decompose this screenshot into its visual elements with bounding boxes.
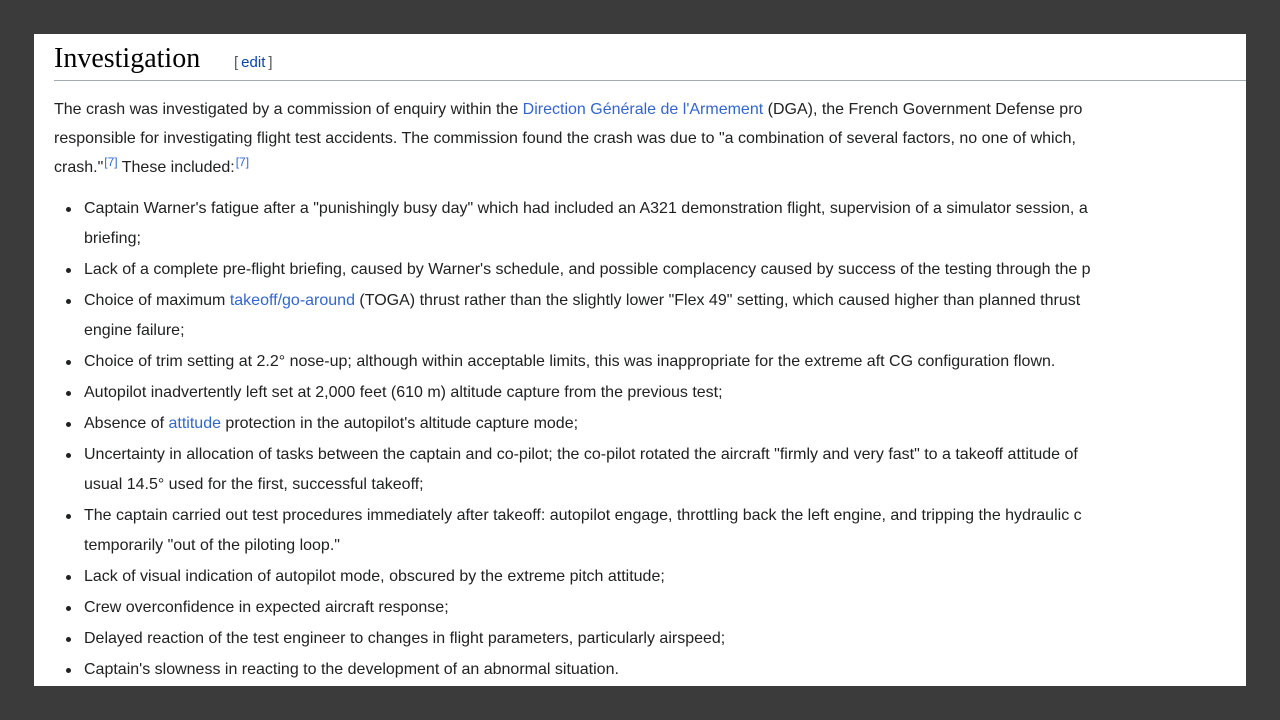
list-item	[84, 286, 1246, 346]
list-item	[84, 593, 1246, 623]
bullet-icon	[66, 391, 71, 396]
list-item	[84, 501, 1246, 561]
list-item	[84, 255, 1246, 285]
bullet-icon	[66, 637, 71, 642]
list-item	[84, 378, 1246, 408]
toga-link[interactable]: takeoff/go-around	[229, 292, 355, 309]
list-item	[84, 655, 1246, 685]
attitude-link[interactable]: attitude	[168, 415, 221, 432]
list-item	[84, 409, 1246, 439]
item-text: Uncertainty in allocation of tasks between the captain and co-pilot; the co-pilot rotated the aircraft "firmly and very fast" to a takeoff attitude of	[84, 446, 1078, 463]
bullet-icon	[66, 422, 71, 427]
bullet-icon	[66, 575, 71, 580]
item-text: protection in the autopilot's altitude capture mode;	[220, 415, 579, 432]
section-heading	[54, 42, 1246, 81]
intro-text: (DGA), the French Government Defense pro	[763, 101, 1083, 118]
item-text: Crew overconfidence in expected aircraft response;	[84, 599, 449, 616]
item-text: Lack of a complete pre-flight briefing, caused by Warner's schedule, and possible complacency caused by success of the testing through the p	[84, 261, 1091, 278]
list-item	[84, 347, 1246, 377]
bullet-icon	[66, 514, 71, 519]
item-text: briefing;	[84, 230, 141, 247]
article-frame	[34, 34, 1246, 686]
edit-section	[234, 53, 273, 73]
citation-ref[interactable]: [7]	[235, 154, 250, 169]
item-text: Choice of maximum	[84, 292, 230, 309]
factors-list	[54, 194, 1246, 685]
item-text: Delayed reaction of the test engineer to changes in flight parameters, particularly airspeed;	[84, 630, 726, 647]
article-content	[54, 42, 1246, 686]
citation-ref[interactable]: [7]	[104, 154, 118, 169]
bullet-icon	[66, 268, 71, 273]
item-text: temporarily "out of the piloting loop."	[84, 537, 340, 554]
intro-text: These included:	[117, 159, 235, 176]
intro-text: The crash was investigated by a commission of enquiry within the	[54, 101, 523, 118]
item-text: Absence of	[84, 415, 169, 432]
bullet-icon	[66, 360, 71, 365]
intro-line-3	[54, 153, 1246, 182]
intro-line-2: responsible for investigating flight test accidents. The commission found the crash was due to "a combination of several factors, no one of which,	[54, 130, 1076, 147]
bullet-icon	[66, 207, 71, 212]
bullet-icon	[66, 299, 71, 304]
item-line	[84, 409, 1246, 439]
item-line	[84, 286, 1246, 316]
item-text: Captain Warner's fatigue after a "punishingly busy day" which had included an A321 demonstration flight, supervision of a simulator session, a	[84, 200, 1088, 217]
item-text: Captain's slowness in reacting to the development of an abnormal situation.	[84, 661, 619, 678]
item-text: Choice of trim setting at 2.2° nose-up; although within acceptable limits, this was inappropriate for the extreme aft CG configuration flown.	[84, 353, 1056, 370]
intro-line-1	[54, 95, 1246, 124]
list-item	[84, 624, 1246, 654]
item-text: Autopilot inadvertently left set at 2,000 feet (610 m) altitude capture from the previous test;	[84, 384, 723, 401]
edit-bracket-close: ]	[268, 54, 273, 71]
intro-paragraph	[54, 95, 1246, 182]
list-item	[84, 194, 1246, 254]
edit-link[interactable]: edit	[241, 54, 266, 71]
bullet-icon	[66, 453, 71, 458]
list-item	[84, 440, 1246, 500]
item-text: (TOGA) thrust rather than the slightly lower "Flex 49" setting, which caused higher than planned thrust	[354, 292, 1081, 309]
bullet-icon	[66, 668, 71, 673]
section-title: Investigation	[54, 43, 201, 74]
item-text: Lack of visual indication of autopilot mode, obscured by the extreme pitch attitude;	[84, 568, 665, 585]
bullet-icon	[66, 606, 71, 611]
item-text: usual 14.5° used for the first, successful takeoff;	[84, 476, 424, 493]
item-text: The captain carried out test procedures immediately after takeoff: autopilot engage, throttling back the left engine, and tripping the hydraulic c	[84, 507, 1082, 524]
intro-text: crash."	[54, 159, 104, 176]
edit-bracket-open: [	[234, 54, 239, 71]
list-item	[84, 562, 1246, 592]
dga-link[interactable]: Direction Générale de l'Armement	[522, 101, 764, 118]
item-text: engine failure;	[84, 322, 185, 339]
